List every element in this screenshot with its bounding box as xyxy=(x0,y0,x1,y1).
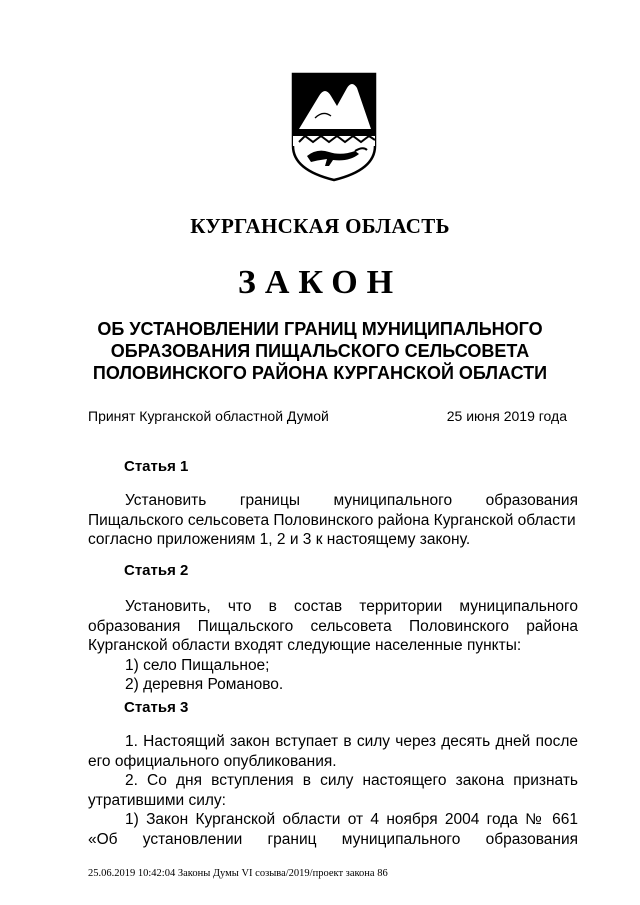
region-heading: КУРГАНСКАЯ ОБЛАСТЬ xyxy=(190,214,450,238)
law-subject-title xyxy=(60,318,580,384)
adopted-date: 25 июня 2019 года xyxy=(446,408,567,424)
subject-line: ОБРАЗОВАНИЯ ПИЩАЛЬСКОГО СЕЛЬСОВЕТА xyxy=(110,341,530,361)
text-line: 1) Закон Курганской области от 4 ноября 2004 года № 661 xyxy=(125,811,578,828)
text-line: образования Пищальского сельсовета Половинского района xyxy=(88,617,578,635)
text-line: Пищальского сельсовета Половинского района Курганской области xyxy=(88,511,576,529)
text-line: Установить границы муниципального образования xyxy=(125,492,578,509)
list-item: 2) деревня Романово. xyxy=(125,676,284,693)
coat-of-arms-icon xyxy=(289,66,379,184)
article-3-text xyxy=(88,732,578,849)
text-line: согласно приложениям 1, 2 и 3 к настоящему закону. xyxy=(88,531,471,548)
subject-line: ОБ УСТАНОВЛЕНИИ ГРАНИЦ МУНИЦИПАЛЬНОГО xyxy=(97,319,543,339)
adopted-by: Принят Курганской областной Думой xyxy=(88,408,329,424)
article-2-title: Статья 2 xyxy=(124,562,189,579)
list-item: 1) село Пищальное; xyxy=(125,656,270,674)
text-line: Установить, что в состав территории муниципального xyxy=(125,598,578,615)
text-line: 2. Со дня вступления в силу настоящего закона признать xyxy=(125,772,578,789)
article-3-title: Статья 3 xyxy=(124,699,189,716)
article-2-text xyxy=(88,597,578,695)
article-1-title: Статья 1 xyxy=(124,458,189,475)
text-line: «Об установлении границ муниципального образования xyxy=(88,830,578,848)
file-path-footer: 25.06.2019 10:42:04 Законы Думы VI созыва/2019/проект закона 86 xyxy=(88,868,388,879)
text-line: утратившими силу: xyxy=(88,791,226,809)
document-type-title: ЗАКОН xyxy=(237,264,403,301)
text-line: 1. Настоящий закон вступает в силу через десять дней после xyxy=(125,733,578,750)
text-line: его официального опубликования. xyxy=(88,752,337,770)
article-1-text xyxy=(88,491,578,550)
text-line: Курганской области входят следующие населенные пункты: xyxy=(88,637,522,654)
subject-line: ПОЛОВИНСКОГО РАЙОНА КУРГАНСКОЙ ОБЛАСТИ xyxy=(92,363,548,383)
